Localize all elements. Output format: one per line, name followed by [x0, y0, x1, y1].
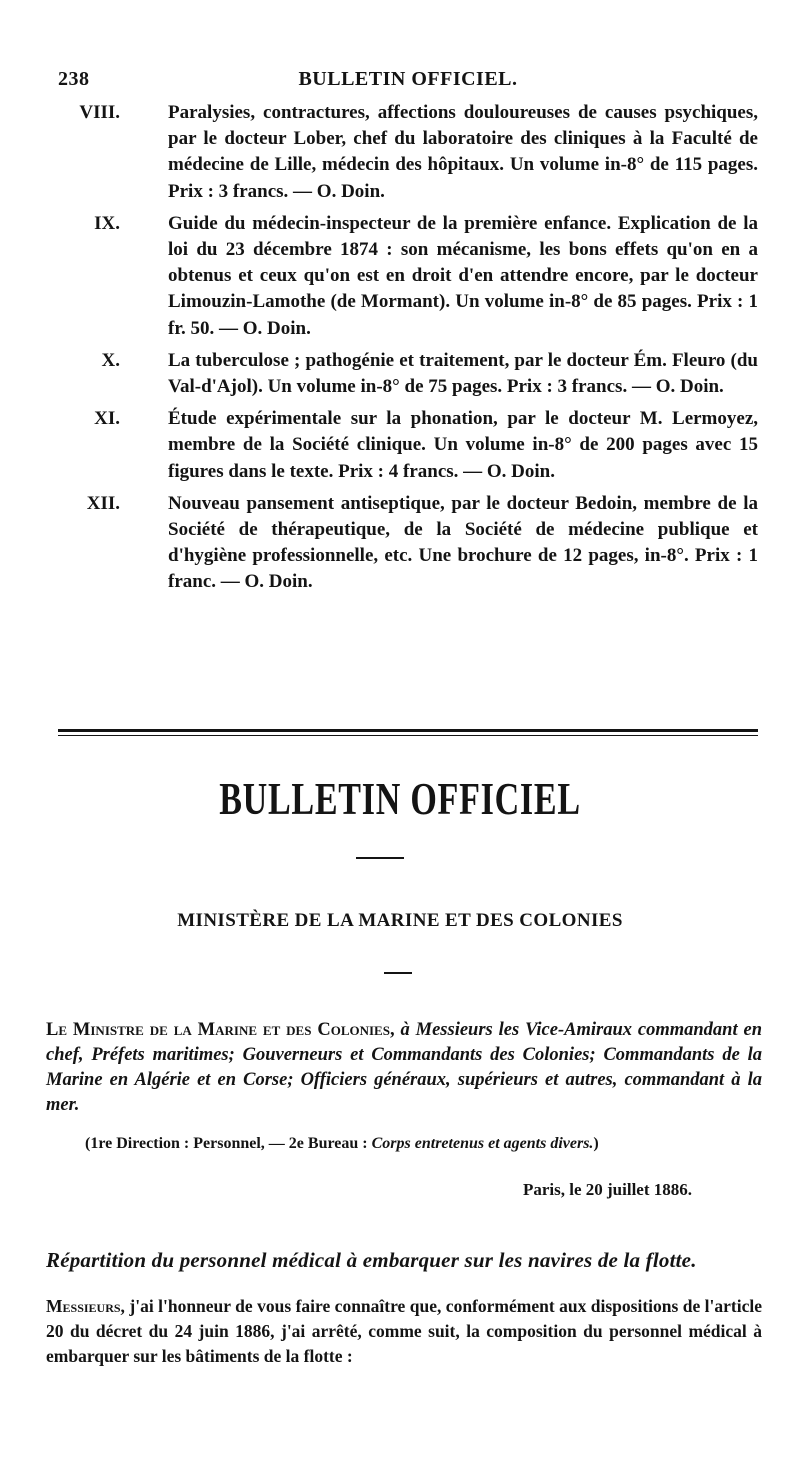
running-head: [58, 68, 758, 96]
direction-line: [85, 1135, 765, 1153]
entry-text: Guide du médecin-inspecteur de la première enfance. Explication de la loi du 23 décembre 1874 : son mécanisme, les bons effets qu'on en a obtenus et ceux qu'on est en droit d'en attendre encore, par le docteur Limouzin-Lamothe (de Mormant). Un volume in-8° de 85 pages. Prix : 1 fr. 50. — O. Doin.: [168, 212, 758, 339]
subject-heading: Répartition du personnel médical à embarquer sur les navires de la flotte.: [46, 1248, 697, 1272]
address-sender: Le Ministre de la Marine et des Colonies,: [46, 1020, 395, 1040]
date-line: Paris, le 20 juillet 1886.: [522, 1180, 692, 1199]
direction-service: Corps entretenus et agents divers.: [371, 1135, 594, 1152]
entry-number: VIII.: [79, 102, 120, 123]
address-recipients: à Messieurs les Vice-Amiraux commandant en chef, Préfets maritimes; Gouverneurs et Commandants des Colonies; Commandants de la Marine en Algérie et en Corse; Officiers généraux, supérieurs et autres, commandant à la mer.: [46, 1020, 762, 1115]
section-divider-thick: [58, 729, 758, 732]
entry-text: Nouveau pansement antiseptique, par le docteur Bedoin, membre de la Société de thérapeutique, de la Société de médecine publique et d'hygiène professionnelle, etc. Une brochure de 12 pages, in-8°. Prix : 1 franc. — O. Doin.: [168, 492, 758, 593]
section-title: BULLETIN OFFICIEL: [219, 773, 581, 824]
entry-number: IX.: [94, 212, 120, 234]
direction-prefix: (1re Direction : Personnel, — 2e Bureau :: [85, 1135, 372, 1152]
list-item: [58, 491, 758, 596]
list-item: [58, 100, 758, 205]
entry-number: XI.: [94, 408, 120, 430]
list-item: [58, 406, 758, 485]
entry-number: XII.: [86, 492, 120, 514]
body-paragraph: [46, 1294, 762, 1369]
page-number: 238: [58, 68, 90, 90]
salutation: Messieurs,: [46, 1296, 125, 1316]
address-paragraph: [46, 1018, 762, 1118]
bibliography-list: [58, 100, 758, 602]
title-divider: [356, 857, 404, 859]
list-item: [58, 348, 758, 400]
entry-number: X.: [101, 349, 120, 371]
running-title: BULLETIN OFFICIEL.: [298, 68, 518, 90]
section-divider-thin: [58, 735, 758, 736]
body-text: j'ai l'honneur de vous faire connaître que, conformément aux dispositions de l'article 20 du décret du 24 juin 1886, j'ai arrêté, comme suit, la composition du personnel médical à embarquer sur les bâtiments de la flotte :: [46, 1296, 762, 1366]
ministry-heading: MINISTÈRE DE LA MARINE ET DES COLONIES: [177, 910, 623, 931]
ministry-divider: [384, 972, 412, 974]
entry-text: Étude expérimentale sur la phonation, par le docteur M. Lermoyez, membre de la Société clinique. Un volume in-8° de 200 pages avec 15 figures dans le texte. Prix : 4 francs. — O. Doin.: [168, 408, 758, 482]
entry-text: La tuberculose ; pathogénie et traitement, par le docteur Ém. Fleuro (du Val-d'Ajol). Un volume in-8° de 75 pages. Prix : 3 francs. — O. Doin.: [168, 349, 758, 398]
entry-text: Paralysies, contractures, affections douloureuses de causes psychiques, par le docteur Lober, chef du laboratoire des cliniques à la Faculté de médecine de Lille, médecin des hôpitaux. Un volume in-8° de 115 pages. Prix : 3 francs. — O. Doin.: [168, 102, 758, 202]
list-item: [58, 211, 758, 342]
direction-suffix: ): [593, 1135, 599, 1152]
